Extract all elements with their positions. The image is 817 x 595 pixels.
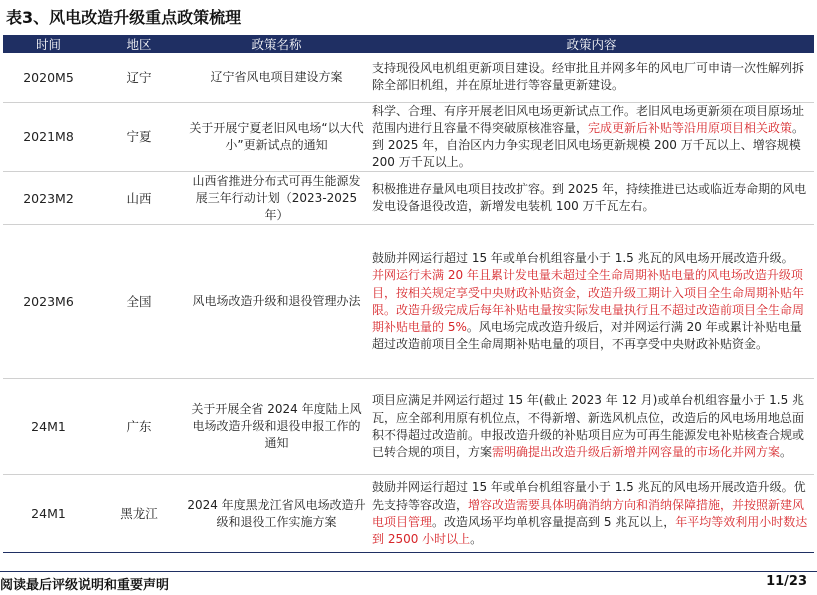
content-segment: 。风电场完成改造升级后，对并网运行满 20 年或累计补贴电量超过改造前项目全生命周期补贴电量的项目，不再享受中央财政补贴资金。 bbox=[372, 320, 802, 352]
policy-table bbox=[3, 35, 814, 553]
cell-time: 2021M8 bbox=[3, 102, 94, 172]
cell-policy-name: 辽宁省风电项目建设方案 bbox=[184, 53, 369, 102]
cell-policy-content bbox=[369, 225, 814, 379]
content-segment: 科学、合理、有序开展老旧风电场更新试点工作。老旧风电场更新须在项目原场址范围内进行且容量不得突破原核准容量， bbox=[372, 103, 805, 135]
cell-region: 广东 bbox=[94, 379, 184, 475]
content-highlight: 增容改造需要具体明确消纳方向和消纳保障措施，并按照新建风电项目管理 bbox=[372, 497, 805, 529]
content-highlight: 年平均等效利用小时数达到 2500 小时以上 bbox=[372, 514, 808, 547]
footer-disclaimer: 阅读最后评级说明和重要声明 bbox=[0, 578, 170, 593]
cell-time: 2023M6 bbox=[3, 225, 94, 379]
cell-region: 宁夏 bbox=[94, 102, 184, 172]
content-highlight: 需明确提出改造升级后新增并网容量的市场化并网方案 bbox=[492, 445, 781, 460]
cell-policy-content bbox=[369, 475, 814, 553]
cell-time: 2023M2 bbox=[3, 172, 94, 225]
cell-policy-name: 2024 年度黑龙江省风电场改造升级和退役工作实施方案 bbox=[184, 475, 369, 553]
cell-region: 辽宁 bbox=[94, 53, 184, 102]
content-segment: 项目应满足并网运行超过 15 年(截止 2023 年 12 月)或单台机组容量小于 1.5 兆瓦，应全部利用原有机位点，不得新增、新选风机点位，改造后的风电场用地总面积不得超过改造前。申报改造升级的补贴项目应为可再生能源发电补贴核查合规或已转合规的项目，方案 bbox=[372, 393, 805, 460]
cell-policy-content bbox=[369, 379, 814, 475]
table-row bbox=[3, 379, 814, 475]
table-row bbox=[3, 102, 814, 172]
content-segment: 。到 2025 年，自治区内力争实现老旧风电场更新规模 200 万千瓦以上、增容规模 200 万千瓦以上。 bbox=[372, 120, 805, 170]
column-header-region: 地区 bbox=[94, 35, 184, 53]
table-row bbox=[3, 475, 814, 553]
content-segment: 。 bbox=[780, 445, 793, 460]
cell-region: 黑龙江 bbox=[94, 475, 184, 553]
content-segment: 支持现役风电机组更新项目建设。经审批且并网多年的风电厂可申请一次性解列拆除全部旧机组，并在原址进行等容量更新建设。 bbox=[372, 61, 805, 93]
content-segment: 。改造风场平均单机容量提高到 5 兆瓦以上， bbox=[432, 514, 676, 529]
footer-divider bbox=[0, 571, 817, 572]
content-segment: 。 bbox=[470, 532, 483, 547]
table-header-row bbox=[3, 35, 814, 53]
content-segment: 鼓励并网运行超过 15 年或单台机组容量小于 1.5 兆瓦的风电场开展改造升级。优先支持等容改造， bbox=[372, 480, 806, 512]
cell-time: 2020M5 bbox=[3, 53, 94, 102]
content-segment: 鼓励并网运行超过 15 年或单台机组容量小于 1.5 兆瓦的风电场开展改造升级。 bbox=[372, 251, 794, 266]
cell-policy-name: 风电场改造升级和退役管理办法 bbox=[184, 225, 369, 379]
table-title: 表3、风电改造升级重点政策梳理 bbox=[6, 8, 242, 27]
page-number: 11/23 bbox=[766, 574, 807, 589]
cell-region: 山西 bbox=[94, 172, 184, 225]
content-segment: 积极推进存量风电项目技改扩容。到 2025 年，持续推进已达或临近寿命期的风电发电设备退役改造，新增发电装机 100 万千瓦左右。 bbox=[372, 182, 807, 214]
cell-policy-name: 关于开展宁夏老旧风电场“以大代小”更新试点的通知 bbox=[184, 102, 369, 172]
cell-policy-content bbox=[369, 53, 814, 102]
table-row bbox=[3, 53, 814, 102]
cell-policy-name: 关于开展全省 2024 年度陆上风电场改造升级和退役申报工作的通知 bbox=[184, 379, 369, 475]
table-row bbox=[3, 225, 814, 379]
column-header-policy-name: 政策名称 bbox=[184, 35, 369, 53]
cell-time: 24M1 bbox=[3, 475, 94, 553]
cell-time: 24M1 bbox=[3, 379, 94, 475]
content-highlight: 完成更新后补贴等沿用原项目相关政策 bbox=[588, 120, 793, 135]
column-header-time: 时间 bbox=[3, 35, 94, 53]
cell-policy-name: 山西省推进分布式可再生能源发展三年行动计划（2023-2025 年） bbox=[184, 172, 369, 225]
cell-region: 全国 bbox=[94, 225, 184, 379]
cell-policy-content bbox=[369, 102, 814, 172]
column-header-policy-content: 政策内容 bbox=[369, 35, 814, 53]
table-row bbox=[3, 172, 814, 225]
cell-policy-content bbox=[369, 172, 814, 225]
content-highlight: 并网运行未满 20 年且累计发电量未超过全生命周期补贴电量的风电场改造升级项目，按相关规定享受中央财政补贴资金，改造升级工期计入项目全生命周期补贴年限。改造升级完成后每年补贴电量按实际发电量执行且不超过改造前项目全生命周期补贴电量的 5% bbox=[372, 268, 805, 335]
